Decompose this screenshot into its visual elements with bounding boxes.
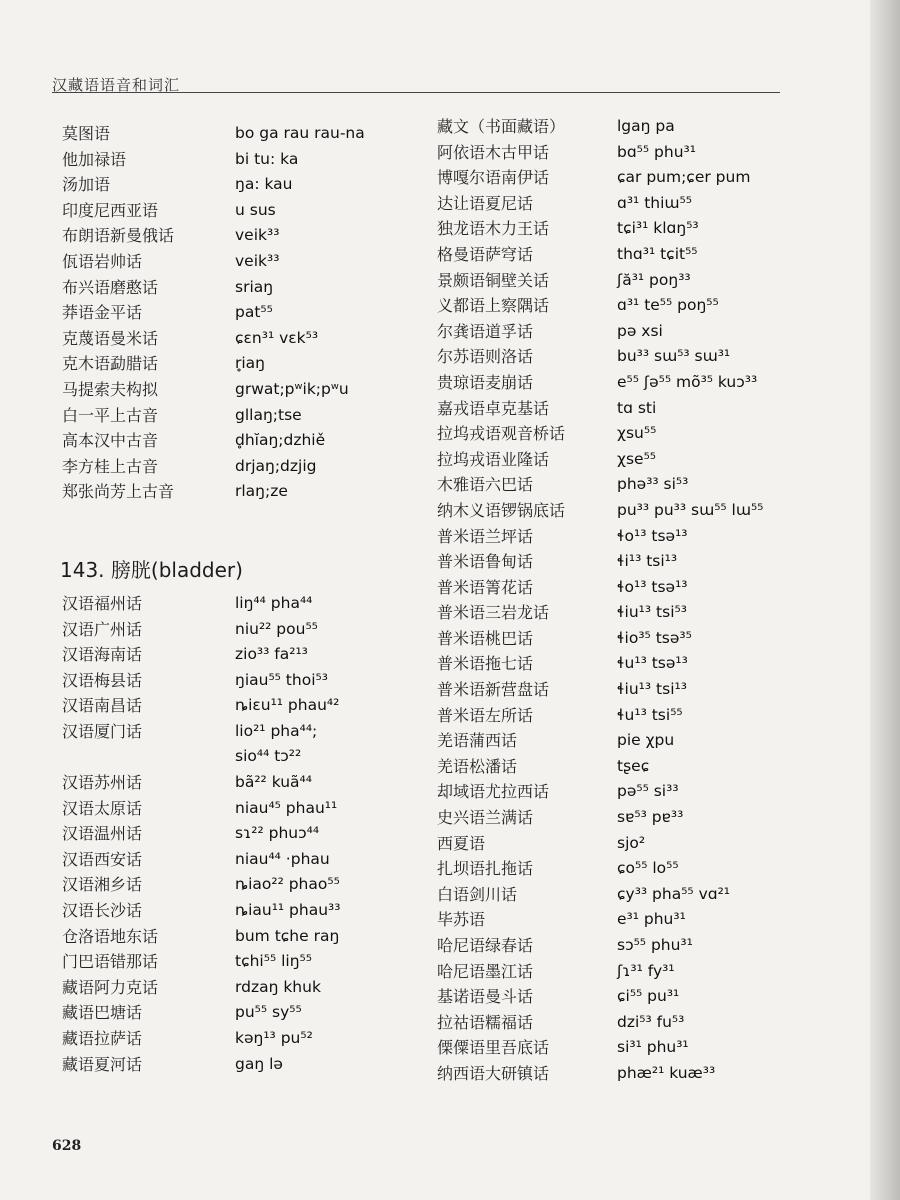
word-form: bɑ⁵⁵ phu³¹ [617,142,696,161]
word-form: bi tu: ka [235,149,299,168]
entry-row [437,319,857,345]
word-form: rlaŋ;ze [235,482,288,501]
word-form: gaŋ lə [235,1054,283,1073]
entry-row [437,140,857,166]
word-form: dzi⁵³ fu⁵³ [617,1012,685,1031]
word-form: sriaŋ [235,277,274,296]
word-form: ɕy³³ pha⁵⁵ vɑ²¹ [617,884,731,903]
entry-row [62,275,407,301]
entry-row [62,821,407,847]
entry-row [437,114,857,140]
word-form: sio⁴⁴ tɔ²² [235,747,302,766]
entry-row [437,1035,857,1061]
entry-row [437,728,857,754]
word-form: kəŋ¹³ pu⁵² [235,1029,313,1047]
entry-row [437,933,857,959]
entry-row [437,1061,857,1087]
language-name: 尔苏语则洛话 [437,347,534,367]
language-name: 却域语尤拉西话 [437,782,550,802]
entry-row [437,907,857,933]
entry-row [62,924,407,950]
entry-row [62,744,407,770]
language-name: 景颇语铜壁关话 [437,270,550,290]
entry-row [62,1026,407,1052]
word-form: liŋ⁴⁴ pha⁴⁴ [235,593,313,612]
entry-row [437,754,857,780]
word-form: bu³³ sɯ⁵³ sɯ³¹ [617,347,731,366]
language-name: 郑张尚芳上古音 [62,482,175,502]
language-name: 普米语拖七话 [437,654,534,674]
left-column [62,121,407,1077]
language-name: 白语剑川话 [437,884,518,904]
entry-row [437,984,857,1010]
entry-row [62,454,407,480]
entry-row [437,575,857,601]
language-name: 纳木义语锣锅底话 [437,500,566,520]
section-heading: 143. 膀胱(bladder) [60,557,243,582]
language-name: 藏语拉萨话 [62,1029,143,1048]
word-form: thɑ³¹ tɕit⁵⁵ [617,244,698,263]
word-form: grwat;pʷik;pʷu [235,379,349,398]
word-form: tʂeɕ [617,756,650,775]
word-form: ɬi¹³ tsi¹³ [617,552,678,571]
language-name: 藏语阿力克话 [62,977,159,997]
word-form: phæ²¹ kuæ³³ [617,1063,716,1082]
language-name: 基诺语曼斗话 [437,987,534,1007]
entry-row [437,703,857,729]
word-form: ɕɛn³¹ vɛk⁵³ [235,328,319,347]
entry-list-bottom [62,591,407,1077]
word-form: χse⁵⁵ [617,449,656,468]
language-name: 拉坞戎语观音桥话 [437,424,566,444]
language-name: 藏语夏河话 [62,1054,143,1074]
language-name: 普米语兰坪话 [437,526,534,546]
language-name: 哈尼语绿春话 [437,936,534,955]
word-form: sɐ⁵³ pɐ³³ [617,808,684,827]
word-form: gllaŋ;tse [235,405,302,424]
word-form: pə⁵⁵ si³³ [617,782,679,801]
word-form: e⁵⁵ ʃə⁵⁵ mõ³⁵ kuɔ³³ [617,372,758,391]
language-name: 莫图语 [62,124,111,143]
page-edge-shadow [870,0,900,1200]
language-name: 羌语蒲西话 [437,731,518,751]
entry-row [437,242,857,268]
language-name: 义都语上察隅话 [437,296,550,316]
language-name: 白一平上古音 [62,405,159,425]
word-form: d̥hĭaŋ;dzhiě [235,431,326,450]
language-name: 布兴语磨憨话 [62,277,159,297]
word-form: ʃɿ³¹ fy³¹ [617,961,675,980]
language-name: 扎坝语扎拖话 [437,859,534,879]
entry-list-top [62,121,407,505]
word-form: ɬio³⁵ tsə³⁵ [617,628,692,647]
entry-row [437,498,857,524]
running-head: 汉藏语语音和词汇 [52,76,181,94]
word-form: ɕi⁵⁵ pu³¹ [617,987,680,1006]
language-name: 纳西语大研镇话 [437,1063,550,1083]
word-form: bo ga rau rau-na [235,124,365,142]
language-name: 嘉戎语卓克基话 [437,398,550,418]
language-name: 拉祜语糯福话 [437,1012,534,1032]
entry-row [437,293,857,319]
entry-row [62,1000,407,1026]
language-name: 藏语巴塘话 [62,1003,143,1023]
word-form: pu⁵⁵ sy⁵⁵ [235,1003,302,1022]
language-name: 哈尼语墨江话 [437,961,534,981]
word-form: lgaŋ pa [617,117,675,135]
entry-row [62,377,407,403]
entry-row [62,770,407,796]
entry-row [437,370,857,396]
language-name: 达让语夏尼话 [437,193,534,213]
word-form: pat⁵⁵ [235,303,273,322]
word-form: drjaŋ;dzjig [235,456,317,475]
word-form: ȵiao²² phao⁵⁵ [235,875,340,894]
language-name: 汉语湘乡话 [62,875,143,895]
word-form: tɕhi⁵⁵ liŋ⁵⁵ [235,952,312,971]
word-form: χsu⁵⁵ [617,424,657,443]
language-name: 贵琼语麦崩话 [437,372,534,392]
language-name: 普米语鲁甸话 [437,552,534,572]
word-form: sɔ⁵⁵ phu³¹ [617,936,693,954]
word-form: ɕar pum;ɕer pum [617,168,751,187]
language-name: 汉语温州话 [62,824,143,844]
entry-row [62,668,407,694]
language-name: 博嘎尔语南伊话 [437,168,550,188]
word-form: niau⁴⁴ ·phau [235,849,330,868]
word-form: pie χpu [617,731,675,750]
word-form: zio³³ fa²¹³ [235,645,308,664]
word-form: ȵiɛu¹¹ phau⁴² [235,696,340,715]
language-name: 尔龚语道孚话 [437,321,534,341]
entry-row [62,326,407,352]
entry-row [437,344,857,370]
language-name: 普米语桃巴话 [437,628,534,648]
language-name: 独龙语木力王话 [437,219,550,239]
language-name: 毕苏语 [437,910,486,930]
right-column [437,114,857,1087]
word-form: ŋa: kau [235,175,293,194]
word-form: ɬiu¹³ tsi¹³ [617,680,687,699]
entry-row [62,121,407,147]
word-form: sɿ²² phuɔ⁴⁴ [235,824,320,843]
word-form: ȵiau¹¹ phau³³ [235,901,341,920]
entry-row [62,479,407,505]
word-form: ɬo¹³ tsə¹³ [617,526,688,545]
entry-row [62,223,407,249]
word-form: u sus [235,200,276,219]
word-form: sjo² [617,833,646,852]
entry-row [437,959,857,985]
entry-row [437,268,857,294]
word-form: niau⁴⁵ phau¹¹ [235,798,338,817]
word-form: tɕi³¹ klɑŋ⁵³ [617,219,699,238]
language-name: 马提索夫构拟 [62,379,159,399]
language-name: 汉语福州话 [62,593,143,613]
language-name: 莽语金平话 [62,303,143,323]
word-form: ɬo¹³ tsə¹³ [617,577,688,596]
entry-row [62,1052,407,1078]
entry-row [62,428,407,454]
word-form: ɑ³¹ thiɯ⁵⁵ [617,193,692,212]
language-name: 汉语南昌话 [62,696,143,716]
language-name: 普米语三岩龙话 [437,603,550,623]
language-name: 汉语梅县话 [62,670,143,690]
word-form: si³¹ phu³¹ [617,1038,689,1057]
section-spacer [62,505,407,549]
language-name: 普米语左所话 [437,705,534,725]
language-name: 高本汉中古音 [62,431,159,451]
language-name: 汉语西安话 [62,849,143,869]
language-name: 李方桂上古音 [62,456,159,476]
language-name: 汉语长沙话 [62,901,143,921]
entry-row [62,719,407,745]
word-form: ɬiu¹³ tsi⁵³ [617,603,687,622]
language-name: 汤加语 [62,175,111,195]
entry-row [437,677,857,703]
word-form: ɕo⁵⁵ lo⁵⁵ [617,859,679,878]
language-name: 仓洛语地东话 [62,926,159,946]
entry-row [62,847,407,873]
word-form: pu³³ pu³³ sɯ⁵⁵ lɯ⁵⁵ [617,500,764,519]
word-form: bã²² kuã⁴⁴ [235,773,312,792]
word-form: veik³³ [235,226,280,245]
entry-row [437,882,857,908]
entry-row [62,403,407,429]
word-form: bum tɕhe raŋ [235,926,340,945]
word-form: phə³³ si⁵³ [617,475,689,494]
entry-row [437,447,857,473]
entry-row [62,172,407,198]
word-form: r̥iaŋ [235,354,266,373]
entry-row [62,351,407,377]
word-form: tɑ sti [617,398,657,417]
language-name: 拉坞戎语业隆话 [437,449,550,469]
entry-row [437,549,857,575]
entry-row [437,831,857,857]
language-name: 汉语海南话 [62,645,143,665]
word-form: ŋiau⁵⁵ thoi⁵³ [235,670,328,689]
entry-row [62,975,407,1001]
header-rule [52,92,780,93]
entry-row [437,856,857,882]
language-name: 藏文（书面藏语） [437,117,566,136]
entry-row [437,1010,857,1036]
language-name: 阿依语木古甲话 [437,142,550,162]
word-form: ʃă³¹ poŋ³³ [617,270,691,289]
language-name: 格曼语萨穹话 [437,244,534,264]
entry-row [437,600,857,626]
language-name: 汉语厦门话 [62,721,143,741]
entry-row [62,300,407,326]
language-name: 佤语岩帅话 [62,251,143,271]
language-name: 汉语广州话 [62,619,143,639]
entry-row [62,617,407,643]
word-form: e³¹ phu³¹ [617,910,686,929]
entry-row [437,805,857,831]
language-name: 普米语箐花话 [437,577,534,597]
entry-row [437,216,857,242]
language-name: 克木语勐腊话 [62,354,159,374]
word-form: ɬu¹³ tsə¹³ [617,654,688,673]
word-form: veik³³ [235,251,280,270]
entry-row [437,396,857,422]
entry-row [62,949,407,975]
entry-row [437,472,857,498]
entry-row [62,642,407,668]
entry-row [62,796,407,822]
language-name: 西夏语 [437,833,486,853]
entry-row [437,165,857,191]
language-name: 克蔑语曼米话 [62,328,159,348]
entry-row [62,198,407,224]
language-name: 史兴语兰满话 [437,808,534,828]
entry-row [437,421,857,447]
language-name: 羌语松潘话 [437,756,518,776]
language-name: 汉语苏州话 [62,773,143,793]
language-name: 门巴语错那话 [62,952,159,972]
word-form: ɬu¹³ tsi⁵⁵ [617,705,683,724]
language-name: 木雅语六巴话 [437,475,534,495]
word-form: lio²¹ pha⁴⁴; [235,721,318,740]
entry-row [62,693,407,719]
entry-row [437,651,857,677]
language-name: 傈僳语里吾底话 [437,1038,550,1058]
word-form: pə xsi [617,321,663,340]
word-form: ɑ³¹ te⁵⁵ poŋ⁵⁵ [617,296,719,315]
entry-row [62,872,407,898]
word-form: rdzaŋ khuk [235,977,321,996]
entry-row [62,147,407,173]
entry-row [62,898,407,924]
word-form: niu²² pou⁵⁵ [235,619,318,638]
entry-row [437,779,857,805]
language-name: 汉语太原话 [62,798,143,818]
entry-row [62,249,407,275]
language-name: 他加禄语 [62,149,127,169]
language-name: 普米语新营盘话 [437,680,550,700]
language-name: 印度尼西亚语 [62,200,159,220]
page-number: 628 [52,1138,82,1154]
entry-row [62,591,407,617]
entry-row [437,191,857,217]
entry-row [437,626,857,652]
language-name: 布朗语新曼俄话 [62,226,175,246]
entry-row [437,524,857,550]
